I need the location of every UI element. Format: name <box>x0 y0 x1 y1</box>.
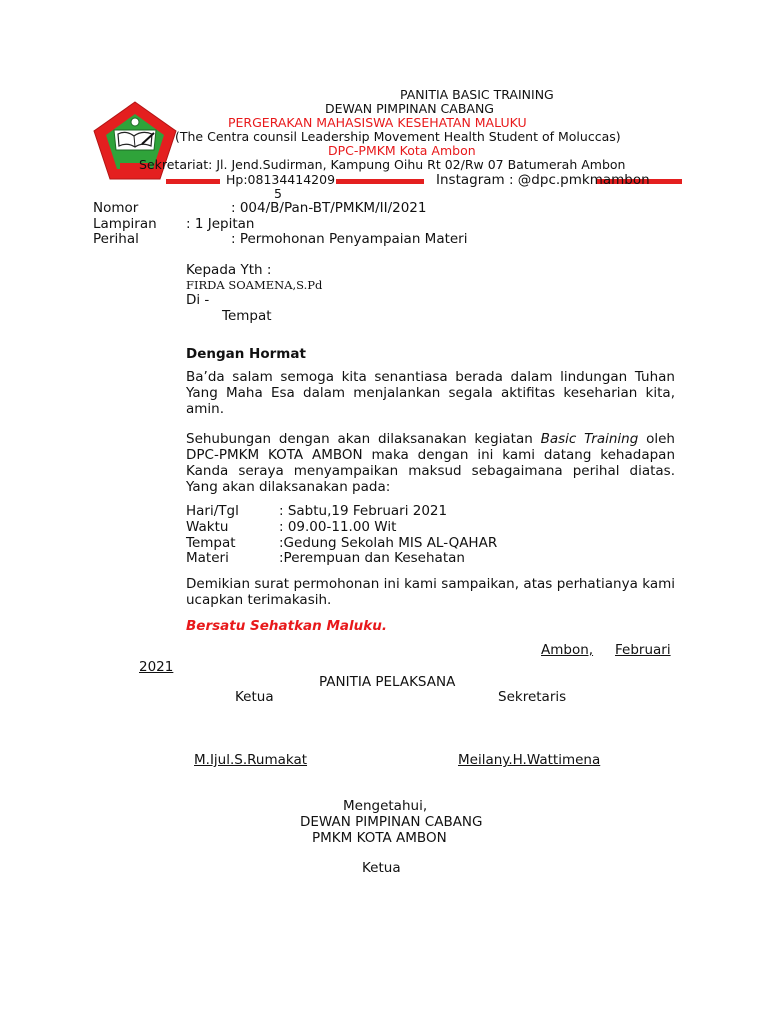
purpose-text-start: Sehubungan dengan akan dilaksanakan kegiatan <box>186 431 541 447</box>
acknowledged-org-2: PMKM KOTA AMBON <box>312 830 447 846</box>
recipient-kepada: Kepada Yth : <box>186 262 272 278</box>
detail-label-time: Waktu <box>186 519 229 535</box>
lampiran-value: : 1 Jepitan <box>186 216 255 232</box>
acknowledged-label: Mengetahui, <box>343 798 428 814</box>
detail-value-place: :Gedung Sekolah MIS AL-QAHAR <box>279 535 498 551</box>
secretary-title: Sekretaris <box>498 689 567 705</box>
letterhead-address: Sekretariat: Jl. Jend.Sudirman, Kampung Oihu Rt 02/Rw 07 Batumerah Ambon <box>139 157 626 172</box>
perihal-value: : Permohonan Penyampaian Materi <box>231 231 468 247</box>
detail-label-place: Tempat <box>186 535 236 551</box>
chair-name: M.Ijul.S.Rumakat <box>194 752 308 768</box>
acknowledged-chair-title: Ketua <box>362 860 401 876</box>
perihal-label: Perihal <box>93 231 139 247</box>
recipient-di: Di - <box>186 292 210 308</box>
recipient-tempat: Tempat <box>222 308 272 324</box>
paragraph-greeting: Ba’da salam semoga kita senantiasa berada dalam lindungan Tuhan Yang Maha Esa dalam menjalankan segala aktifitas keseharian kita, amin. <box>186 369 675 417</box>
letterhead-line-2: DEWAN PIMPINAN CABANG <box>325 101 494 116</box>
date-place: Ambon, <box>541 642 594 658</box>
letterhead-phone: Hp:08134414209 <box>226 172 336 187</box>
event-name: Basic Training <box>540 431 639 447</box>
letterhead-phone-wrap: 5 <box>274 186 282 201</box>
salutation: Dengan Hormat <box>186 346 306 362</box>
detail-value-date: : Sabtu,19 Februari 2021 <box>279 503 448 519</box>
detail-label-topic: Materi <box>186 550 229 566</box>
recipient-name: FIRDA SOAMENA,S.Pd <box>186 278 323 292</box>
letterhead-org-name: PERGERAKAN MAHASISWA KESEHATAN MALUKU <box>228 115 527 130</box>
letterhead-org-english: (The Centra counsil Leadership Movement Health Student of Moluccas) <box>175 129 621 144</box>
chair-title: Ketua <box>235 689 274 705</box>
detail-label-date: Hari/Tgl <box>186 503 239 519</box>
motto: Bersatu Sehatkan Maluku. <box>186 618 387 634</box>
date-year: 2021 <box>139 659 174 675</box>
nomor-label: Nomor <box>93 200 139 216</box>
secretary-name: Meilany.H.Wattimena <box>458 752 601 768</box>
detail-value-topic: :Perempuan dan Kesehatan <box>279 550 465 566</box>
letterhead-line-1: PANITIA BASIC TRAINING <box>400 87 554 102</box>
letterhead-instagram: Instagram : @dpc.pmkmambon <box>436 172 650 188</box>
acknowledged-org-1: DEWAN PIMPINAN CABANG <box>300 814 483 830</box>
purpose-text-end: oleh DPC-PMKM KOTA AMBON maka dengan ini kami datang kehadapan Kanda seraya menyampaikan maksud sebagaimana perihal diatas. Yang akan dilaksanakan pada: <box>186 431 675 495</box>
committee-title: PANITIA PELAKSANA <box>319 674 456 690</box>
paragraph-purpose <box>186 431 675 495</box>
letterhead-branch: DPC-PMKM Kota Ambon <box>328 143 476 158</box>
detail-value-time: : 09.00-11.00 Wit <box>279 519 397 535</box>
letterhead-rule-2 <box>336 179 424 184</box>
date-month: Februari <box>615 642 671 658</box>
lampiran-label: Lampiran <box>93 216 157 232</box>
nomor-value: : 004/B/Pan-BT/PMKM/II/2021 <box>231 200 427 216</box>
paragraph-closing: Demikian surat permohonan ini kami sampaikan, atas perhatianya kami ucapkan terimakasih. <box>186 576 675 608</box>
letterhead-rule-1 <box>166 179 220 184</box>
